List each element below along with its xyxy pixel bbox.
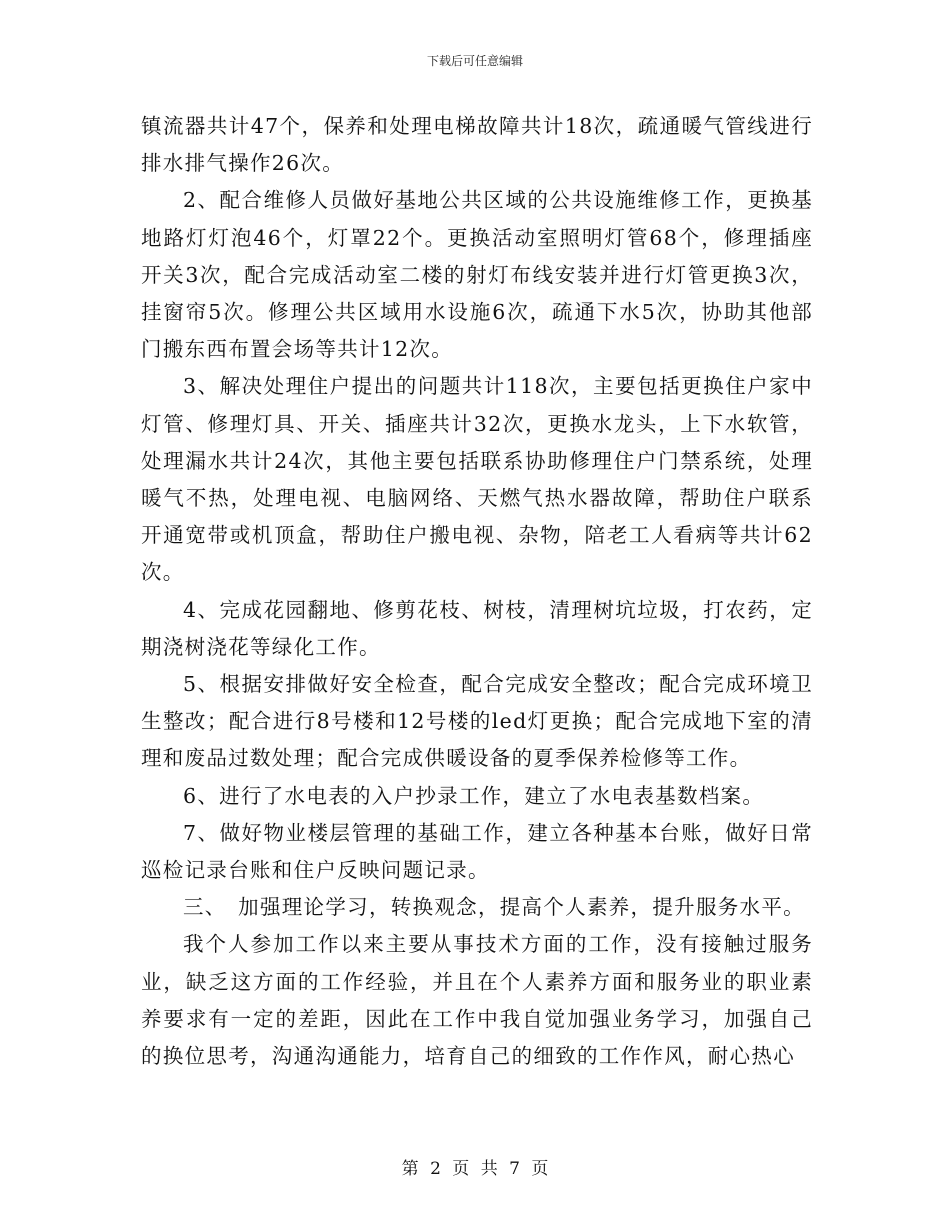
document-body <box>141 108 813 1075</box>
paragraph-item-5: 5、根据安排做好安全检查，配合完成安全整改；配合完成环境卫生整改；配合进行8号楼和12号楼的led灯更换；配合完成地下室的清理和废品过数处理；配合完成供暖设备的夏季保养检修等工作。 <box>141 672 813 771</box>
paragraph-item-2: 2、配合维修人员做好基地公共区域的公共设施维修工作，更换基地路灯灯泡46个，灯罩22个。更换活动室照明灯管68个，修理插座开关3次，配合完成活动室二楼的射灯布线安装并进行灯管更换3次，挂窗帘5次。修理公共区域用水设施6次，疏通下水5次，协助其他部门搬东西布置会场等共计12次。 <box>141 188 813 362</box>
download-editable-note: 下载后可任意编辑 <box>426 54 523 68</box>
page-number-footer: 第 2 页 共 7 页 <box>401 1159 549 1179</box>
paragraph-section-three-body: 我个人参加工作以来主要从事技术方面的工作，没有接触过服务业，缺乏这方面的工作经验，并且在个人素养方面和服务业的职业素养要求有一定的差距，因此在工作中我自觉加强业务学习，加强自己的换位思考，沟通沟通能力，培育自己的细致的工作作风，耐心热心 <box>141 932 813 1069</box>
paragraph-continuation: 镇流器共计47个，保养和处理电梯故障共计18次，疏通暖气管线进行排水排气操作26次。 <box>141 114 813 176</box>
paragraph-item-4: 4、完成花园翻地、修剪花枝、树枝，清理树坑垃圾，打农药，定期浇树浇花等绿化工作。 <box>141 597 813 659</box>
paragraph-item-7: 7、做好物业楼层管理的基础工作，建立各种基本台账，做好日常巡检记录台账和住户反映问题记录。 <box>141 820 813 883</box>
paragraph-item-6: 6、进行了水电表的入户抄录工作，建立了水电表基数档案。 <box>183 783 765 808</box>
section-heading-three: 三、 加强理论学习，转换观念，提高个人素养，提升服务水平。 <box>183 895 805 920</box>
paragraph-item-3: 3、解决处理住户提出的问题共计118次，主要包括更换住户家中灯管、修理灯具、开关、插座共计32次，更换水龙头，上下水软管，处理漏水共计24次，其他主要包括联系协助修理住户门禁系统，处理暖气不热，处理电视、电脑网络、天燃气热水器故障，帮助住户联系开通宽带或机顶盒，帮助住户搬电视、杂物，陪老工人看病等共计62次。 <box>141 374 813 585</box>
